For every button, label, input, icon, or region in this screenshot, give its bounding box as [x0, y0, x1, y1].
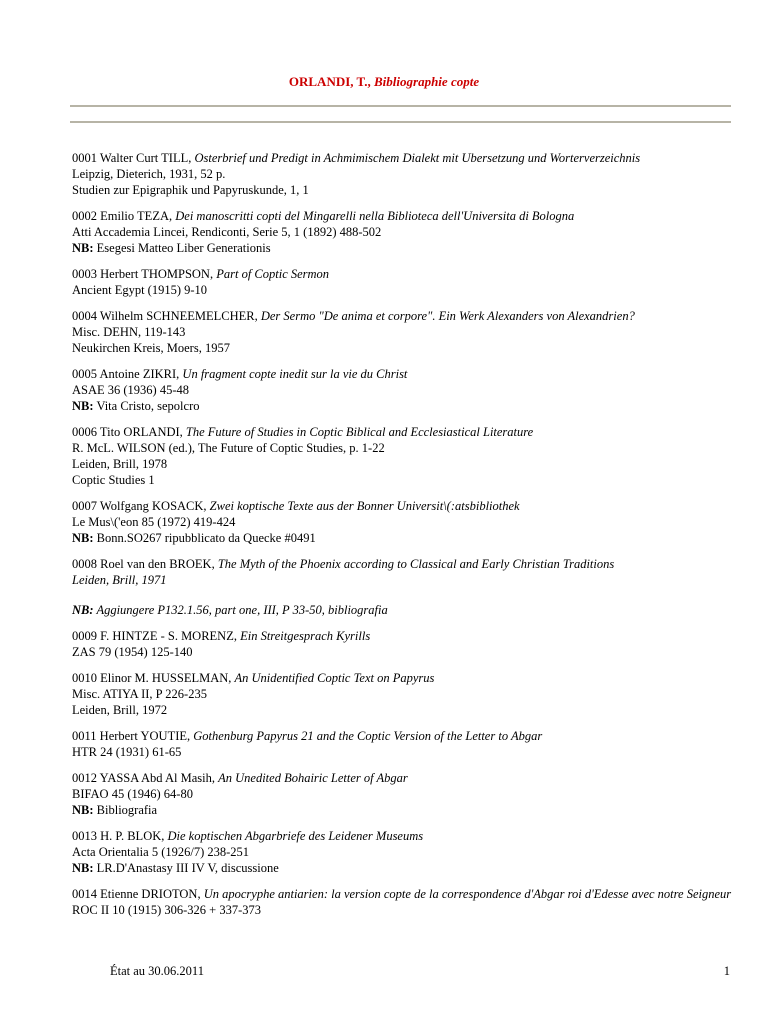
- entry-publication: Leiden, Brill, 1971: [72, 573, 167, 587]
- entry-detail: Le Mus\('eon 85 (1972) 419-424: [72, 515, 236, 529]
- entry-number: 0003: [72, 267, 97, 281]
- entry-title: Zwei koptische Texte aus der Bonner Universit\(:atsbibliothek: [209, 499, 520, 513]
- entry-title: Die koptischen Abgarbriefe des Leidener Museums: [167, 829, 424, 843]
- entry-detail: ASAE 36 (1936) 45-48: [72, 383, 190, 397]
- entry-title: Un apocryphe antiarien: la version copte de la correspondence d'Abgar roi d'Edesse avec notre Seigneur: [203, 887, 732, 901]
- footer-date: État au 30.06.2011: [110, 964, 204, 978]
- divider-bottom: [70, 121, 731, 123]
- entry-number: 0009: [72, 629, 97, 643]
- entry-detail: Leiden, Brill, 1972: [72, 703, 168, 717]
- bibliography-entry: [72, 628, 740, 660]
- entry-heading: [72, 886, 740, 902]
- entry-detail: Studien zur Epigraphik und Papyruskunde, 1, 1: [72, 183, 309, 197]
- bibliography-entry: [72, 308, 740, 356]
- note-text: LR.D'Anastasy III IV V, discussione: [96, 861, 279, 875]
- note-text: Esegesi Matteo Liber Generationis: [96, 241, 271, 255]
- entry-number: 0004: [72, 309, 97, 323]
- entry-note: [72, 860, 740, 876]
- entry-author: Elinor M. HUSSELMAN,: [100, 671, 235, 685]
- entry-number: 0002: [72, 209, 97, 223]
- bibliography-entry: [72, 150, 740, 198]
- entry-title: Gothenburg Papyrus 21 and the Coptic Version of the Letter to Abgar: [193, 729, 543, 743]
- entry-note: [72, 802, 740, 818]
- entry-title: Osterbrief und Predigt in Achmimischem Dialekt mit Ubersetzung und Worterverzeichnis: [194, 151, 641, 165]
- note-label: NB:: [72, 603, 94, 617]
- bibliography-entry: [72, 770, 740, 818]
- bibliography-entry: [72, 424, 740, 488]
- entry-author: Herbert YOUTIE,: [99, 729, 194, 743]
- entry-number: 0006: [72, 425, 97, 439]
- entry-detail: HTR 24 (1931) 61-65: [72, 745, 182, 759]
- bibliography-entry: [72, 208, 740, 256]
- divider-top: [70, 105, 731, 107]
- note-label: NB:: [72, 241, 94, 255]
- entry-title: Part of Coptic Sermon: [216, 267, 330, 281]
- note-text: Bibliografia: [96, 803, 158, 817]
- entry-title: The Myth of the Phoenix according to Classical and Early Christian Traditions: [217, 557, 615, 571]
- note-label: NB:: [72, 861, 94, 875]
- entry-heading: [72, 828, 740, 844]
- entry-note: [72, 530, 740, 546]
- entry-author: Wolfgang KOSACK,: [99, 499, 210, 513]
- entry-detail: ROC II 10 (1915) 306-326 + 337-373: [72, 903, 261, 917]
- entry-number: 0008: [72, 557, 97, 571]
- entry-heading: [72, 728, 740, 744]
- entry-detail: Atti Accademia Lincei, Rendiconti, Serie 5, 1 (1892) 488-502: [72, 225, 382, 239]
- entry-title: Un fragment copte inedit sur la vie du Christ: [182, 367, 408, 381]
- entry-author: Wilhelm SCHNEEMELCHER,: [99, 309, 261, 323]
- entry-detail: ZAS 79 (1954) 125-140: [72, 645, 193, 659]
- title-author: ORLANDI, T.,: [288, 74, 375, 89]
- entry-detail: Neukirchen Kreis, Moers, 1957: [72, 341, 230, 355]
- entry-heading: [72, 498, 740, 514]
- bibliography-entry: [72, 886, 740, 918]
- entry-detail: Coptic Studies 1: [72, 473, 155, 487]
- bibliography-entry: [72, 498, 740, 546]
- entry-author: Walter Curt TILL,: [99, 151, 195, 165]
- entry-number: 0011: [72, 729, 97, 743]
- entry-detail: Leiden, Brill, 1978: [72, 457, 168, 471]
- entry-number: 0007: [72, 499, 97, 513]
- entry-line: [72, 572, 740, 588]
- entry-author: Emilio TEZA,: [100, 209, 176, 223]
- entry-title: An Unidentified Coptic Text on Papyrus: [234, 671, 435, 685]
- entry-title: Dei manoscritti copti del Mingarelli nella Biblioteca dell'Universita di Bologna: [175, 209, 575, 223]
- entry-heading: [72, 208, 740, 224]
- entry-number: 0001: [72, 151, 97, 165]
- entry-heading: [72, 366, 740, 382]
- entry-author: YASSA Abd Al Masih,: [99, 771, 219, 785]
- entry-heading: [72, 308, 740, 324]
- entry-author: Roel van den BROEK,: [100, 557, 218, 571]
- entry-detail: Leipzig, Dieterich, 1931, 52 p.: [72, 167, 226, 181]
- bibliography-entry: [72, 366, 740, 414]
- entry-number: 0005: [72, 367, 97, 381]
- entry-title: An Unedited Bohairic Letter of Abgar: [218, 771, 408, 785]
- bibliography-entry: [72, 266, 740, 298]
- bibliography-entry: [72, 556, 740, 618]
- note-label: NB:: [72, 399, 94, 413]
- entry-number: 0014: [72, 887, 97, 901]
- entry-heading: [72, 424, 740, 440]
- title-work: Bibliographie copte: [374, 74, 480, 89]
- bibliography-list: [72, 150, 740, 928]
- note-text: Vita Cristo, sepolcro: [96, 399, 200, 413]
- entry-note: [72, 398, 740, 414]
- entry-author: F. HINTZE - S. MORENZ,: [100, 629, 241, 643]
- note-label: NB:: [72, 803, 94, 817]
- entry-note: [72, 602, 740, 618]
- entry-title: Ein Streitgesprach Kyrills: [240, 629, 371, 643]
- entry-heading: [72, 150, 740, 166]
- entry-heading: [72, 556, 740, 572]
- entry-author: Antoine ZIKRI,: [99, 367, 183, 381]
- entry-detail: Misc. DEHN, 119-143: [72, 325, 186, 339]
- entry-heading: [72, 670, 740, 686]
- bibliography-entry: [72, 670, 740, 718]
- entry-number: 0010: [72, 671, 97, 685]
- entry-author: Etienne DRIOTON,: [100, 887, 204, 901]
- spacer: [72, 588, 740, 602]
- entry-detail: R. McL. WILSON (ed.), The Future of Coptic Studies, p. 1-22: [72, 441, 385, 455]
- entry-heading: [72, 628, 740, 644]
- page-number: 1: [723, 964, 730, 978]
- entry-detail: BIFAO 45 (1946) 64-80: [72, 787, 193, 801]
- entry-heading: [72, 770, 740, 786]
- entry-detail: Ancient Egypt (1915) 9-10: [72, 283, 208, 297]
- bibliography-entry: [72, 828, 740, 876]
- entry-number: 0012: [72, 771, 97, 785]
- entry-author: H. P. BLOK,: [100, 829, 168, 843]
- entry-number: 0013: [72, 829, 97, 843]
- entry-note: [72, 240, 740, 256]
- entry-title: The Future of Studies in Coptic Biblical and Ecclesiastical Literature: [185, 425, 534, 439]
- entry-title: Der Sermo "De anima et corpore". Ein Werk Alexanders von Alexandrien?: [260, 309, 635, 323]
- note-label: NB:: [72, 531, 94, 545]
- entry-detail: Acta Orientalia 5 (1926/7) 238-251: [72, 845, 250, 859]
- bibliography-entry: [72, 728, 740, 760]
- page-title: [0, 74, 768, 90]
- entry-author: Herbert THOMPSON,: [100, 267, 217, 281]
- entry-heading: [72, 266, 740, 282]
- entry-detail: Misc. ATIYA II, P 226-235: [72, 687, 207, 701]
- note-text: Aggiungere P132.1.56, part one, III, P 33-50, bibliografia: [96, 603, 388, 617]
- entry-author: Tito ORLANDI,: [99, 425, 186, 439]
- note-text: Bonn.SO267 ripubblicato da Quecke #0491: [96, 531, 316, 545]
